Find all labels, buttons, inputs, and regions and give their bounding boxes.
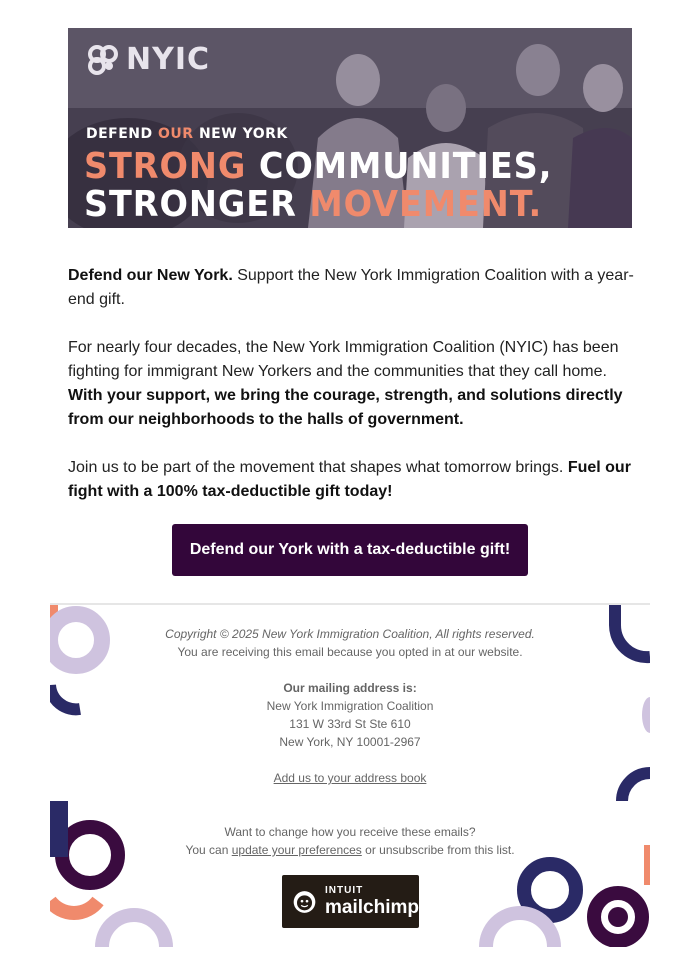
hero-kicker-accent: OUR (158, 126, 194, 142)
preferences-line (50, 841, 650, 859)
hero-line1-rest: COMMUNITIES, (246, 146, 553, 187)
footer-copyright-block (50, 625, 650, 661)
mailing-address (50, 679, 650, 751)
intro-text: Support the New York Immigration Coalition with a year-end gift. (68, 267, 634, 308)
hero-line2-rest: STRONGER (84, 184, 310, 225)
optin-reason-text: You are receiving this email because you opted in at our website. (177, 645, 523, 659)
add-to-address-book-link[interactable]: Add us to your address book (273, 771, 427, 785)
mailchimp-freddie-icon (292, 887, 317, 917)
join-text: Join us to be part of the movement that shapes what tomorrow brings. (68, 459, 568, 476)
nyic-logo-text: NYIC (126, 42, 211, 77)
mailchimp-badge[interactable] (282, 875, 419, 928)
preferences-post-text: or unsubscribe from this list. (361, 843, 515, 857)
address-heading: Our mailing address is: (283, 681, 417, 695)
intro-bold: Defend our New York. (68, 267, 233, 284)
mailchimp-badge-top: INTUIT (325, 885, 364, 896)
nyic-logo-mark-icon (86, 43, 120, 77)
donate-button[interactable]: Defend our York with a tax-deductible gift! (172, 524, 528, 576)
history-bold: With your support, we bring the courage, strength, and solutions directly from our neighborhoods to the halls of government. (68, 387, 623, 428)
copyright-text: Copyright © 2025 New York Immigration Coalition, All rights reserved. (165, 627, 535, 641)
hero-line1-accent: STRONG (84, 146, 247, 187)
history-paragraph (68, 336, 634, 432)
history-text: For nearly four decades, the New York Immigration Coalition (NYIC) has been fighting for immigrant New Yorkers and the communities that they call home. (68, 339, 619, 380)
intro-paragraph (68, 264, 634, 312)
hero-banner[interactable] (68, 28, 632, 228)
address-line: New York Immigration Coalition (266, 699, 434, 713)
address-book-row (50, 769, 650, 787)
nyic-logo (86, 42, 210, 77)
hero-headline-line2 (84, 184, 542, 225)
hero-kicker-post: NEW YORK (193, 126, 288, 142)
update-preferences-link[interactable]: update your preferences (231, 843, 362, 857)
hero-kicker (86, 126, 288, 142)
address-line: New York, NY 10001-2967 (279, 735, 421, 749)
footer (50, 603, 650, 947)
hero-line2-accent: MOVEMENT. (309, 184, 543, 225)
mailchimp-wordmark (325, 886, 419, 917)
hero-kicker-pre: DEFEND (86, 126, 159, 142)
change-question-text: Want to change how you receive these emails? (224, 825, 476, 839)
join-paragraph (68, 456, 634, 504)
preferences-block (50, 823, 650, 859)
join-bold: Fuel our fight with a 100% tax-deductible gift today! (68, 459, 631, 500)
hero-headline-line1 (84, 146, 552, 187)
mailchimp-badge-bottom: mailchimp (325, 897, 419, 918)
address-line: 131 W 33rd St Ste 610 (289, 717, 411, 731)
preferences-pre-text: You can (185, 843, 232, 857)
